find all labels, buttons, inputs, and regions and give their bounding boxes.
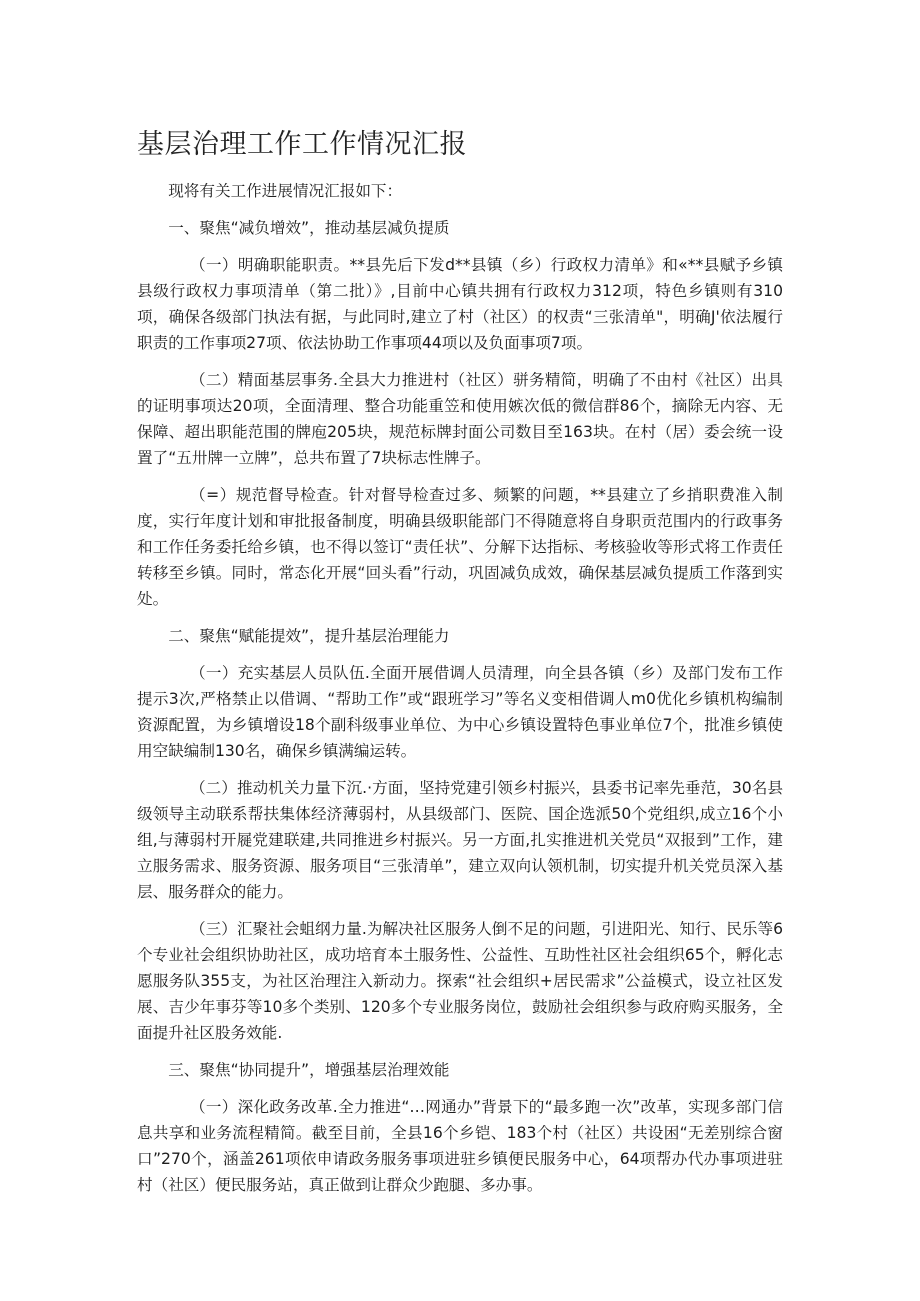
paragraph-1-2: （二）精面基层事务.全县大力推进村（社区）骈务精简，明确了不由村《社区）出具的证明事项达20项，全面清理、整合功能重笠和使用嫉次低的微信群86个，摘除无内容、无保障、超出职能范围的牌庖205块，规范标牌封面公司数目至163块。在村（居）委会统一设置了“五卅牌一立牌”，总共布置了7块标志性牌子。 <box>137 371 783 467</box>
section-heading-2: 二、聚焦“赋能提效”，提升基层治理能力 <box>168 627 450 645</box>
intro-paragraph: 现将有关工作进展情况汇报如下： <box>168 182 403 200</box>
section-heading-1: 一、聚焦“减负增效”，推动基层减负提质 <box>168 219 450 237</box>
paragraph-2-2: （二）推动机关力量下沉.·方面，坚持党建引领乡村振兴，县委书记率先垂范，30名县级领导主动联系帮扶集体经济薄弱村，从县级部门、医院、国企选派50个党组织,成立16个小组,与薄弱村开屣党建联建,共同推进乡村振兴。另一方面,扎实推进机关党员“双报到”工作，建立服务需求、服务资源、服务项目“三张清单”，建立双向认领机制，切实提升机关党员深入基层、服务群众的能力。 <box>137 779 783 901</box>
paragraph-1-1: （一）明确职能职责。**县先后下发d**县镇（乡）行政权力清单》和«**县赋予乡镇县级行政权力事项清单（第二批）》,目前中心镇共拥有行政权力312项，特色乡镇则有310项，确保各级部门执法有据，与此同时,建立了村（社区）的权责“三张清单"，明确J'依法履行职责的工作事项27项、依法协助工作事项44项以及负面事项7项。 <box>137 256 783 352</box>
paragraph-1-3: （=）规范督导检查。针对督导检查过多、频繁的问题，**县建立了乡捎职费准入制度，实行年度计划和审批报备制度，明确县级职能部门不得随意将自身职贡范围内的行政事务和工作任务委托给乡镇，也不得以签订“责任状”、分解下达指标、考核验收等形式将工作责任转移至乡镇。同时，常态化开展“回头看”行动，巩固减负成效，确保基层减负提质工作落到实处。 <box>137 486 783 608</box>
paragraph-2-3: （三）汇聚社会蛆纲力量.为解决社区服务人倒不足的问题，引进阳光、知行、民乐等6个专业社会组织协助社区，成功培育本土服务性、公益性、互助性社区社会组织65个，孵化志愿服务队355支，为社区治理注入新动力。探索“社会组织+居民需求”公益模式，设立社区发展、吉少年事芬等10多个类别、120多个专业服务岗位，鼓励社会组织参与政府购买服务，全面提升社区股务效能. <box>137 920 783 1042</box>
paragraph-2-1: （一）充实基层人员队伍.全面开展借调人员清理，向全县各镇（乡）及部门发布工作提示3次,严格禁止以借调、“帮助工作”或“跟班学习”等名义变相借调人m0优化乡镇机构编制资源配置，为乡镇增设18个副科级事业单位、为中心乡镇设置特色事业单位7个，批准乡镇使用空缺编制130名，确保乡镇满编运转。 <box>137 664 783 760</box>
section-heading-3: 三、聚焦“协同提升”，增强基层治理效能 <box>168 1061 450 1079</box>
document-body <box>137 178 783 1209</box>
paragraph-3-1: （一）深化政务改革.全力推进“…网通办”背景下的“最多跑一次”改革，实现多部门信息共享和业务流程精简。截至目前，全县16个乡铠、183个村（社区）共设困“无差别综合窗口”270个，涵盖261项依申请政务服务事项进驻乡镇便民服务中心，64项帮办代办事项进驻村（社区）便民服务站，真正做到让群众少跑腿、多办事。 <box>137 1098 783 1194</box>
document-title: 基层治理工作工作情况汇报 <box>137 129 467 160</box>
